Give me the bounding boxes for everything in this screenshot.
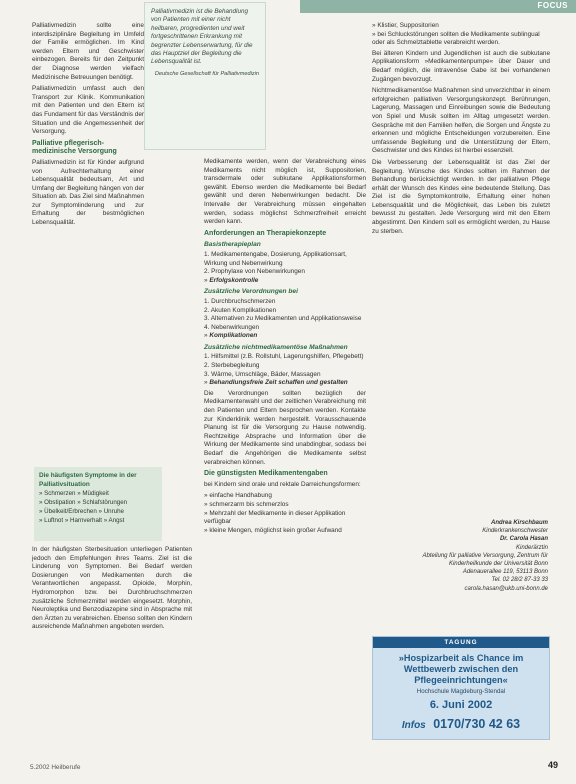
list-item: » Behandlungsfreie Zeit schaffen und gestalten — [204, 379, 348, 387]
column-2 — [204, 158, 366, 537]
col1-paragraph: In der häufigsten Sterbesituation unterliegen Patienten jedoch den Empfehlungen ihres Teams. Ziel ist die Linderung von Symptomen. Bei Bedarf werden Dosierungen von Medikamenten durch die Verantwortlichen angepasst. Opioide, Morphin, Hydromorphon bzw. bei Durchbruchschmerzen zusätzliche Schmerzmittel werden eingesetzt. Morphin, Neuroleptika und Benzodiazepine sind in Absprache mit den Ärzten zu verabreichen. Ebenso sollten den Kindern ausreichende Maßnahmen angeboten werden. — [32, 546, 192, 631]
col3-top-list — [372, 22, 550, 48]
list-item: 2. Sterbebegleitung — [204, 362, 260, 370]
col2-subheading: Basistherapieplan — [204, 241, 261, 249]
symptom-list: » Schmerzen » Müdigkeit » Obstipation » Schlafstörungen » Übelkeit/Erbrechen » Unruhe » Luftnot » Harnverhalt » Angst — [39, 490, 128, 524]
author-org: Abteilung für palliative Versorgung, Zentrum für Kinderheilkunde der Universität Bonn — [422, 552, 548, 568]
column-3 — [372, 22, 550, 239]
ad-info-label: Infos — [401, 720, 426, 731]
ad-subtitle: Hochschule Magdeburg-Stendal — [416, 688, 506, 695]
pull-quote-text: Palliativmedizin ist die Behandlung von Patienten mit einer nicht heilbaren, progredienten und weit fortgeschrittenen Erkrankung mit begrenzter Lebenserwartung, für die das Hauptziel der Begleitung die Lebensqualität ist. — [151, 8, 253, 66]
list-item: » Komplikationen — [204, 332, 258, 340]
page-number: 49 — [547, 760, 558, 770]
list-item: » kleine Mengen, möglichst kein großer Aufwand — [204, 526, 342, 534]
list-item: 3. Wärme, Umschläge, Bäder, Massagen — [204, 370, 321, 378]
author-phone: Tel. 02 28/2 87-33 33 — [491, 577, 548, 584]
author-name: Andrea Kirschbaum — [490, 520, 548, 526]
symptom-item: Müdigkeit — [82, 490, 109, 497]
author-block — [380, 519, 548, 593]
pull-quote — [144, 2, 266, 150]
symptom-item: Harnverhalt — [70, 517, 102, 524]
col3-paragraph: Bei älteren Kindern und Jugendlichen ist auch die subkutane Applikationsform »Medikamentenpumpe« über Dauer und Bedarf möglich, die intravenöse Gabe ist bei vorhandenen Zugängen bevorzugt. — [372, 49, 550, 83]
list-item: » einfache Handhabung — [204, 492, 272, 500]
list-item: 2. Prophylaxe von Nebenwirkungen — [204, 268, 305, 276]
symptom-box-title: Die häufigsten Symptome in der Palliativsituation — [39, 472, 137, 488]
list-item: 1. Hilfsmittel (z.B. Rollstuhl, Lagerungshilfen, Pflegebett) — [204, 353, 364, 361]
author-address: Adenauerallee 119, 53113 Bonn — [462, 569, 548, 576]
col2-paragraph: bei Kindern sind orale und rektale Darreichungsformen: — [204, 480, 361, 488]
col3-paragraph: Nichtmedikamentöse Maßnahmen sind unverzichtbar in einem erfolgreichen palliativen Versorgungskonzept. Berührungen, Lagerung, Massagen und Einreibungen sowie die Bedeutung von Spiel und Musik sollten im Alltag umgesetzt werden. Gespräche mit den Familien helfen, die Sorgen und Ängste zu erkennen und mögliche Entscheidungen vorzubereiten. Eine umfassende Begleitung und die Unterstützung der Eltern, Geschwister und des Kindes ist hierbei essenziell. — [372, 87, 550, 155]
symptom-item: Angst — [108, 517, 125, 524]
author-name: Dr. Carola Hasan — [499, 536, 548, 543]
author-role: Kinderärztin — [515, 544, 548, 551]
ad-title: »Hospizarbeit als Chance im Wettbewerb zwischen den Pflegeeinrichtungen« — [398, 653, 524, 685]
list-item: 3. Alternativen zu Medikamenten und Applikationsweise — [204, 315, 362, 323]
list-item: » Klistier, Suppositorien — [372, 22, 439, 29]
col3-paragraph: Die Verbesserung der Lebensqualität ist das Ziel der Begleitung. Wünsche des Kindes sollten im Rahmen der Behandlung berücksichtigt werden. In der palliativen Pflege erhält der Wunsch des Kindes eine bedeutende Stellung. Das Ziel ist die Symptomkontrolle, Erhaltung einer hohen Lebensqualität und die Möglichkeit, das Leben bis zuletzt bewusst zu gestalten. Jede Versorgung wird mit den Eltern abgestimmt. Den Kindern soll es ermöglicht werden, zu Hause zu sterben. — [372, 158, 550, 235]
ad-date: 6. Juni 2002 — [429, 699, 493, 711]
list-item: » bei Schluckstörungen sollten die Medikamente sublingual oder als Schmelztablette verabreicht werden. — [372, 30, 540, 47]
list-item: » Mehrzahl der Medikamente in dieser Applikation verfügbar — [204, 509, 346, 526]
goals-list — [204, 251, 366, 285]
list-item: 2. Akuten Komplikationen — [204, 306, 277, 314]
col1-heading: Palliative pflegerisch-medizinische Versorgung — [32, 139, 117, 156]
author-role: Kinderkrankenschwester — [482, 528, 548, 535]
col2-heading: Anforderungen an Therapiekonzepte — [204, 229, 327, 237]
nondrug-list — [204, 353, 366, 387]
section-label: FOCUS — [537, 1, 568, 10]
event-ad — [372, 636, 550, 740]
column-1-lower — [32, 546, 192, 635]
col2-subheading: Zusätzliche nichtmedikamentöse Maßnahmen — [204, 343, 348, 351]
col2-heading: Die günstigsten Medikamentengaben — [204, 470, 328, 478]
col1-intro: Palliativmedizin sollte eine interdisziplinäre Begleitung im Umfeld der Familie ermöglichen. Im Kind werden Eltern und Geschwister einbezogen. Bereits für den Zeitpunkt der Diagnose werden vielfach Medizinische Betreuungen benötigt. — [32, 22, 144, 81]
list-item: » Erfolgskontrolle — [204, 276, 259, 284]
col2-paragraph: Medikamente werden, wenn der Verabreichung eines Medikaments nicht möglich ist, Suppositorien, transdermale oder subkutane Applikationsformen gewählt. Ebenso werden die Medikamente bei Bedarf gewählt und deren Nebenwirkungen bedacht. Die Intervalle der Verabreichung müssen eingehalten werden, sodass möglichst Schmerzfreiheit erreicht werden kann. — [204, 158, 366, 226]
advantages-list — [204, 492, 366, 535]
symptom-item: Luftnot — [44, 517, 64, 524]
common-list — [204, 298, 366, 341]
author-email[interactable]: carola.hasan@ukb.uni-bonn.de — [464, 585, 548, 592]
col2-subheading: Zusätzliche Verordnungen bei — [204, 288, 298, 296]
col1-paragraph: Palliativmedizin umfasst auch den Transport zur Klinik. Kommunikation mit den Patienten und den Eltern ist das Fundament für das Verständnis der Situation und die Angemessenheit der Versorgung. — [32, 85, 144, 136]
symptom-item: Obstipation — [44, 499, 76, 506]
symptom-item: Unruhe — [103, 508, 124, 515]
column-1 — [32, 22, 144, 231]
list-item: 1. Medikamentengabe, Dosierung, Applikationsart, Wirkung und Nebenwirkung — [204, 250, 347, 267]
pull-quote-source: Deutsche Gesellschaft für Palliativmedizin — [154, 70, 259, 77]
col2-paragraph: Die Verordnungen sollten bezüglich der Medikamentenwahl und der zeitlichen Verabreichung mit den Patienten und Eltern besprochen werden. Kontakte zur Kinderklinik werden hergestellt. Vorausschauende Planung ist für die Versorgung zu Hause notwendig. Rechtzeitige Absprache und Information über die Wirkung der Medikamente sind unabdingbar, sodass bei Bedarf die Angehörigen die Medikamente selbst verabreichen können. — [204, 389, 366, 466]
ad-phone: 0170/730 42 63 — [433, 717, 521, 731]
symptom-box — [34, 467, 162, 541]
list-item: » schmerzarm bis schmerzlos — [204, 500, 289, 508]
footer-issue: 5.2002 Heilberufe — [30, 764, 81, 771]
symptom-item: Schlafstörungen — [82, 499, 128, 506]
symptom-item: Übelkeit/Erbrechen — [44, 508, 97, 515]
list-item: 4. Nebenwirkungen — [204, 323, 260, 331]
col1-paragraph: Palliativmedizin ist für Kinder aufgrund von Aufrechterhaltung einer Lebensqualität bedeutsam, Art und Umfang der Begleitung hängen von der Situation ab. Das Ziel sind Maßnahmen zur Symptomlinderung und zur Erhaltung der bestmöglichen Lebensqualität. — [32, 158, 144, 227]
ad-info — [379, 717, 543, 731]
section-header-bar — [300, 0, 576, 13]
list-item: 1. Durchbruchschmerzen — [204, 297, 276, 305]
ad-tag: TAGUNG — [373, 637, 549, 648]
symptom-item: Schmerzen — [44, 490, 76, 497]
